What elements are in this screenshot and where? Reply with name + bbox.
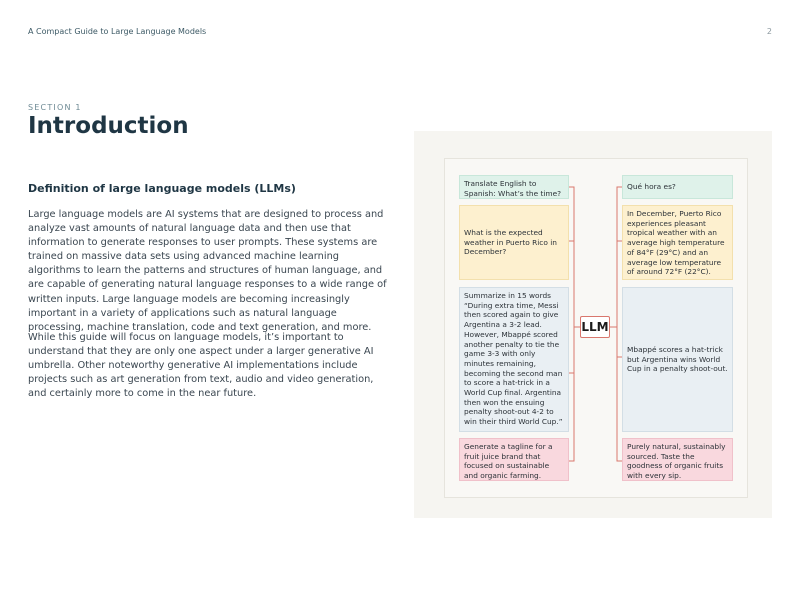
input-prompt-weather: What is the expected weather in Puerto Rico in December?	[459, 205, 569, 280]
section-label: SECTION 1	[28, 103, 82, 112]
paragraph-scope: While this guide will focus on language models, it’s important to understand that they are only one aspect under a larger generative AI umbrella. Other noteworthy generative AI implementations include projects such as art generation from text, audio and video generation, and certainly more to come in the near future.	[28, 332, 374, 400]
output-tagline: Purely natural, sustainably sourced. Taste the goodness of organic fruits with every sip.	[622, 438, 733, 481]
input-prompt-summarize: Summarize in 15 words “During extra time, Messi then scored again to give Argentina a 3-2 lead. However, Mbappé scored another penalty to tie the game 3-3 with only minutes remaining, becoming the second man to score a hat-trick in a World Cup final. Argentina then won the ensuing penalty shoot-out 4-2 to win their third World Cup.”	[459, 287, 569, 432]
page-title: Introduction	[28, 113, 189, 139]
subheading: Definition of large language models (LLMs)	[28, 182, 296, 195]
paragraph-definition: Large language models are AI systems that are designed to process and analyze vast amounts of natural language data and then use that information to generate responses to user prompts. These systems are trained on massive data sets using advanced machine learning algorithms to learn the patterns and structures of human language, and are capable of generating natural language responses to a wide range of written inputs. Large language models are becoming increasingly important in a variety of applications such as natural language processing, machine translation, code and text generation, and more.	[28, 209, 387, 333]
output-weather: In December, Puerto Rico experiences pleasant tropical weather with an average high temperature of 84°F (29°C) and an average low temperature of around 72°F (22°C).	[622, 205, 733, 280]
document-title: A Compact Guide to Large Language Models	[28, 27, 207, 36]
output-translation: Qué hora es?	[622, 175, 733, 199]
llm-diagram	[414, 131, 772, 518]
llm-node: LLM	[580, 316, 610, 338]
input-prompt-tagline: Generate a tagline for a fruit juice brand that focused on sustainable and organic farming.	[459, 438, 569, 481]
page-number: 2	[766, 27, 772, 36]
output-summary: Mbappé scores a hat-trick but Argentina wins World Cup in a penalty shoot-out.	[622, 287, 733, 432]
input-prompt-translate: Translate English to Spanish: What’s the time?	[459, 175, 569, 199]
